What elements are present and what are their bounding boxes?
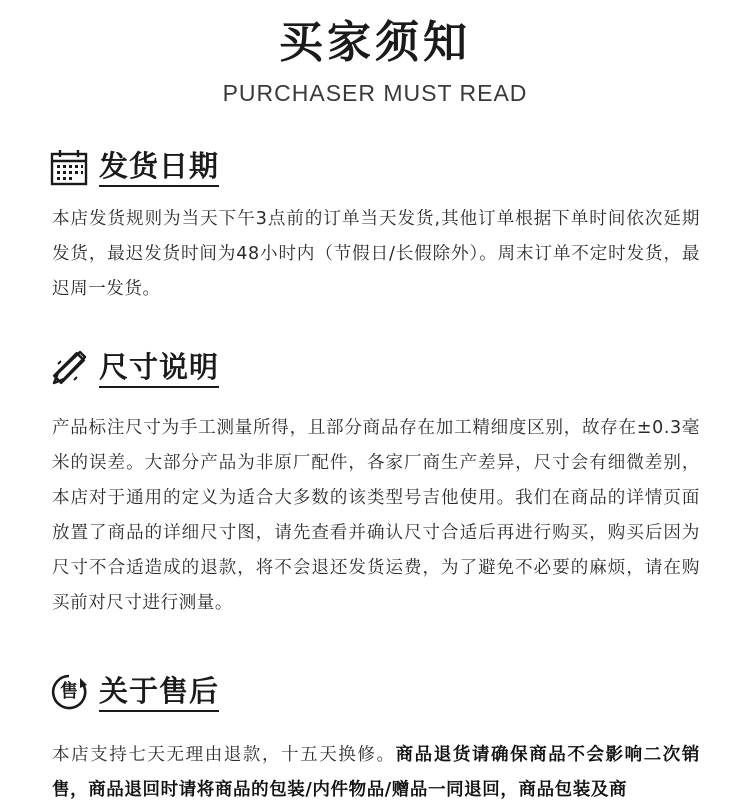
page-subtitle: PURCHASER MUST READ xyxy=(222,80,528,106)
after-sales-text-plain: 本店支持七天无理由退款，十五天换修。 xyxy=(52,745,396,765)
after-sales-text-bold: 商品退货请确保商品不会影响二次销售，商品退回时请将商品的包装/内件物品/赠品一同退回，商品包装及商 xyxy=(52,745,700,800)
page-title: 买家须知 xyxy=(279,17,471,68)
after-sales-text xyxy=(52,738,700,808)
section-title: 关于售后 xyxy=(99,672,219,712)
section-heading-after-sales xyxy=(50,670,219,714)
ruler-pencil-icon xyxy=(50,349,88,387)
section-title: 发货日期 xyxy=(99,147,219,187)
section-title: 尺寸说明 xyxy=(99,348,219,388)
after-sales-icon xyxy=(50,673,88,711)
after-sales-icon-glyph: 售 xyxy=(60,681,78,702)
calendar-icon xyxy=(50,148,88,186)
section-heading-size xyxy=(50,346,219,390)
size-text: 产品标注尺寸为手工测量所得，且部分商品存在加工精细度区别，故存在±0.3毫米的误差。大部分产品为非原厂配件，各家厂商生产差异，尺寸会有细微差别，本店对于通用的定义为适合大多数的该类型号吉他使用。我们在商品的详情页面放置了商品的详细尺寸图，请先查看并确认尺寸合适后再进行购买，购买后因为尺寸不合适造成的退款，将不会退还发货运费，为了避免不必要的麻烦，请在购买前对尺寸进行测量。 xyxy=(52,418,700,613)
shipping-text: 本店发货规则为当天下午3点前的订单当天发货,其他订单根据下单时间依次延期发货，最迟发货时间为48小时内（节假日/长假除外）。周末订单不定时发货，最迟周一发货。 xyxy=(52,209,700,299)
section-heading-shipping xyxy=(50,145,219,189)
